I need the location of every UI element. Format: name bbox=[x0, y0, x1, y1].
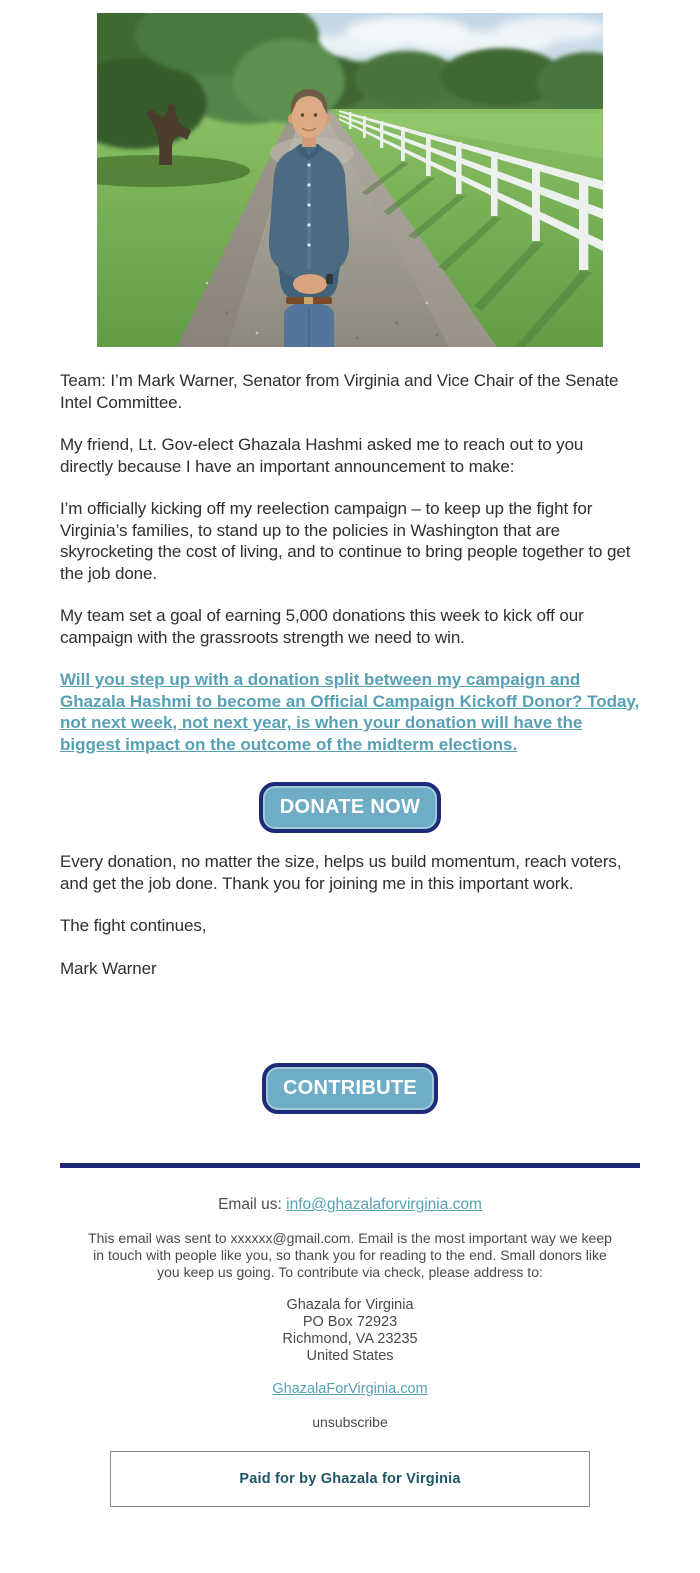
address-line-city: Richmond, VA 23235 bbox=[282, 1331, 418, 1347]
unsubscribe-line bbox=[0, 1414, 700, 1431]
website-link[interactable]: GhazalaForVirginia.com bbox=[272, 1381, 428, 1397]
hands bbox=[293, 274, 327, 294]
mailing-address bbox=[0, 1297, 700, 1365]
donation-link[interactable]: Will you step up with a donation split between my campaign and Ghazala Hashmi to become an Official Campaign Kickoff Donor? Today, not next week, not next year, is when your donation will have the biggest impact on the outcome of the midterm elections. bbox=[60, 670, 640, 754]
donation-link-paragraph bbox=[60, 669, 640, 755]
paragraph-announcement: I’m officially kicking off my reelection campaign – to keep up the fight for Virginia’s families, to stand up to the policies in Washington that are skyrocketing the cost of living, and to continue to bring people together to get the job done. bbox=[60, 499, 631, 583]
shirt-placket bbox=[307, 153, 311, 269]
email-link[interactable]: info@ghazalaforvirginia.com bbox=[286, 1196, 482, 1213]
fine-print: This email was sent to xxxxxx@gmail.com. Email is the most important way we keep in touch with people like you, so thank you for reading to the end. Small donors like you keep us going. To contribute via check, please address to: bbox=[88, 1230, 612, 1280]
disclaimer-box bbox=[110, 1451, 590, 1507]
paragraph-goal: My team set a goal of earning 5,000 donations this week to kick off our campaign with the grassroots strength we need to win. bbox=[60, 606, 584, 647]
belt-buckle bbox=[304, 297, 313, 304]
paragraph-intro: Team: I’m Mark Warner, Senator from Virginia and Vice Chair of the Senate Intel Committee. bbox=[60, 371, 619, 412]
address-line-po-box: PO Box 72923 bbox=[302, 1314, 398, 1330]
watch bbox=[326, 274, 333, 284]
donate-button-row bbox=[0, 782, 700, 833]
hero-photo bbox=[97, 13, 603, 347]
unsubscribe-link[interactable]: unsubscribe bbox=[312, 1414, 388, 1430]
paid-for-text: Paid for by Ghazala for Virginia bbox=[239, 1471, 461, 1487]
email-us-line bbox=[0, 1195, 700, 1215]
email-us-label: Email us: bbox=[218, 1196, 287, 1213]
contribute-button-row bbox=[0, 1063, 700, 1114]
address-line-country: United States bbox=[306, 1348, 394, 1364]
signature-text: Mark Warner bbox=[60, 958, 157, 978]
website-line bbox=[0, 1381, 700, 1398]
paragraph-friend: My friend, Lt. Gov-elect Ghazala Hashmi asked me to reach out to you directly because I have an important announcement to make: bbox=[60, 435, 584, 476]
face bbox=[292, 96, 327, 138]
signoff-text: The fight continues, bbox=[60, 916, 207, 935]
paragraph-closing: Every donation, no matter the size, helps us build momentum, reach voters, and get the job done. Thank you for joining me in this important work. bbox=[60, 852, 622, 893]
donate-now-button[interactable]: DONATE NOW bbox=[259, 782, 441, 833]
contribute-button[interactable]: CONTRIBUTE bbox=[262, 1063, 438, 1114]
address-line-org: Ghazala for Virginia bbox=[286, 1297, 414, 1313]
farm-scene-illustration bbox=[97, 13, 603, 347]
footer-divider bbox=[60, 1163, 640, 1168]
